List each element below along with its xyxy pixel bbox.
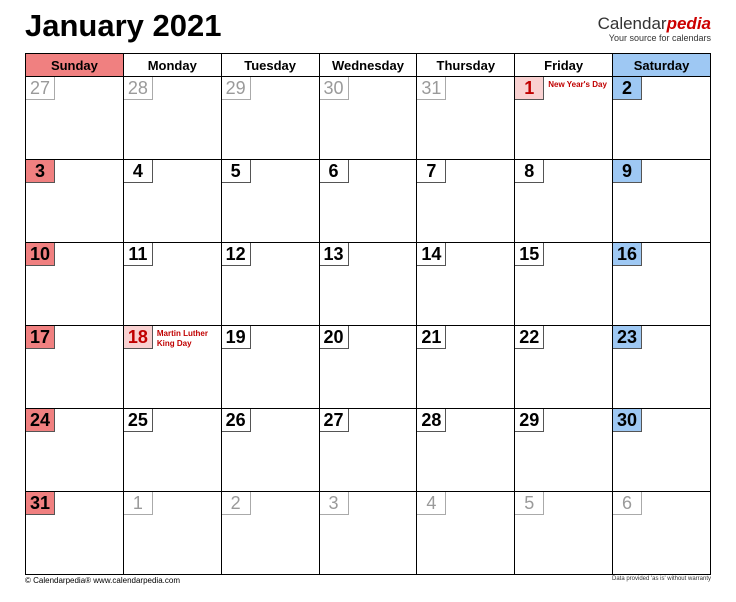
week-row	[26, 160, 711, 243]
footer-copyright: © Calendarpedia® www.calendarpedia.com	[25, 576, 180, 585]
day-number: 29	[222, 77, 251, 100]
day-cell	[221, 77, 319, 160]
day-number: 20	[320, 326, 349, 349]
week-row	[26, 77, 711, 160]
day-cell	[123, 160, 221, 243]
day-cell	[613, 77, 711, 160]
weekday-header-sunday: Sunday	[26, 54, 124, 77]
day-cell	[26, 77, 124, 160]
day-number: 24	[26, 409, 55, 432]
day-number: 5	[222, 160, 251, 183]
day-number: 2	[222, 492, 251, 515]
day-number: 5	[515, 492, 544, 515]
day-cell	[123, 326, 221, 409]
day-cell	[123, 409, 221, 492]
day-number: 25	[124, 409, 153, 432]
day-number: 1	[515, 77, 544, 100]
day-cell	[417, 77, 515, 160]
day-cell	[613, 243, 711, 326]
day-number: 26	[222, 409, 251, 432]
day-number: 30	[613, 409, 642, 432]
calendar-body	[26, 77, 711, 575]
day-number: 8	[515, 160, 544, 183]
day-cell	[221, 492, 319, 575]
brand-tagline: Your source for calendars	[608, 33, 711, 43]
footer-disclaimer: Data provided 'as is' without warranty	[611, 576, 711, 582]
day-number: 11	[124, 243, 153, 266]
day-number: 27	[26, 77, 55, 100]
day-cell	[613, 160, 711, 243]
day-cell	[613, 326, 711, 409]
page-title: January 2021	[25, 8, 222, 43]
holiday-label: Martin Luther King Day	[156, 329, 208, 348]
day-number: 3	[320, 492, 349, 515]
day-cell	[417, 409, 515, 492]
day-number: 1	[124, 492, 153, 515]
brand-name-part1: Calendar	[597, 14, 667, 33]
day-cell	[26, 492, 124, 575]
day-number: 17	[26, 326, 55, 349]
day-number: 30	[320, 77, 349, 100]
day-cell	[26, 160, 124, 243]
weekday-header-row	[26, 54, 711, 77]
day-number: 4	[417, 492, 446, 515]
day-number: 19	[222, 326, 251, 349]
day-number: 12	[222, 243, 251, 266]
day-cell	[515, 326, 613, 409]
day-number: 28	[124, 77, 153, 100]
day-number: 31	[26, 492, 55, 515]
brand-logo	[598, 15, 711, 43]
weekday-header-thursday: Thursday	[417, 54, 515, 77]
week-row	[26, 492, 711, 575]
day-cell	[417, 492, 515, 575]
day-cell	[515, 160, 613, 243]
day-number: 7	[417, 160, 446, 183]
brand-name-part2: pedia	[666, 14, 711, 33]
day-number: 14	[417, 243, 446, 266]
day-cell	[26, 409, 124, 492]
day-number: 2	[613, 77, 642, 100]
day-number: 31	[417, 77, 446, 100]
day-cell	[221, 326, 319, 409]
day-cell	[26, 326, 124, 409]
day-number: 16	[613, 243, 642, 266]
day-number: 28	[417, 409, 446, 432]
day-cell	[417, 160, 515, 243]
day-cell	[417, 243, 515, 326]
day-number: 9	[613, 160, 642, 183]
brand-name	[598, 15, 711, 33]
day-cell	[319, 160, 417, 243]
day-cell	[319, 492, 417, 575]
day-number: 15	[515, 243, 544, 266]
day-cell	[319, 409, 417, 492]
weekday-header-tuesday: Tuesday	[221, 54, 319, 77]
day-cell	[319, 77, 417, 160]
weekday-header-saturday: Saturday	[613, 54, 711, 77]
day-number: 29	[515, 409, 544, 432]
weekday-header-wednesday: Wednesday	[319, 54, 417, 77]
day-cell	[26, 243, 124, 326]
day-cell	[515, 243, 613, 326]
day-number: 13	[320, 243, 349, 266]
day-number: 6	[613, 492, 642, 515]
day-number: 6	[320, 160, 349, 183]
day-number: 3	[26, 160, 55, 183]
day-number: 10	[26, 243, 55, 266]
weekday-header-monday: Monday	[123, 54, 221, 77]
day-cell	[123, 492, 221, 575]
day-cell	[221, 160, 319, 243]
day-cell	[515, 492, 613, 575]
day-number: 4	[124, 160, 153, 183]
day-cell	[515, 409, 613, 492]
day-number: 23	[613, 326, 642, 349]
day-cell	[221, 409, 319, 492]
week-row	[26, 243, 711, 326]
day-number: 22	[515, 326, 544, 349]
day-cell	[613, 409, 711, 492]
day-cell	[417, 326, 515, 409]
day-cell	[123, 77, 221, 160]
day-number: 18	[124, 326, 153, 349]
week-row	[26, 326, 711, 409]
week-row	[26, 409, 711, 492]
calendar-grid	[25, 53, 711, 575]
day-number: 27	[320, 409, 349, 432]
weekday-header-friday: Friday	[515, 54, 613, 77]
day-cell	[123, 243, 221, 326]
day-cell	[319, 243, 417, 326]
day-cell	[221, 243, 319, 326]
holiday-label: New Year's Day	[548, 80, 607, 89]
day-cell	[515, 77, 613, 160]
day-cell	[319, 326, 417, 409]
day-number: 21	[417, 326, 446, 349]
day-cell	[613, 492, 711, 575]
